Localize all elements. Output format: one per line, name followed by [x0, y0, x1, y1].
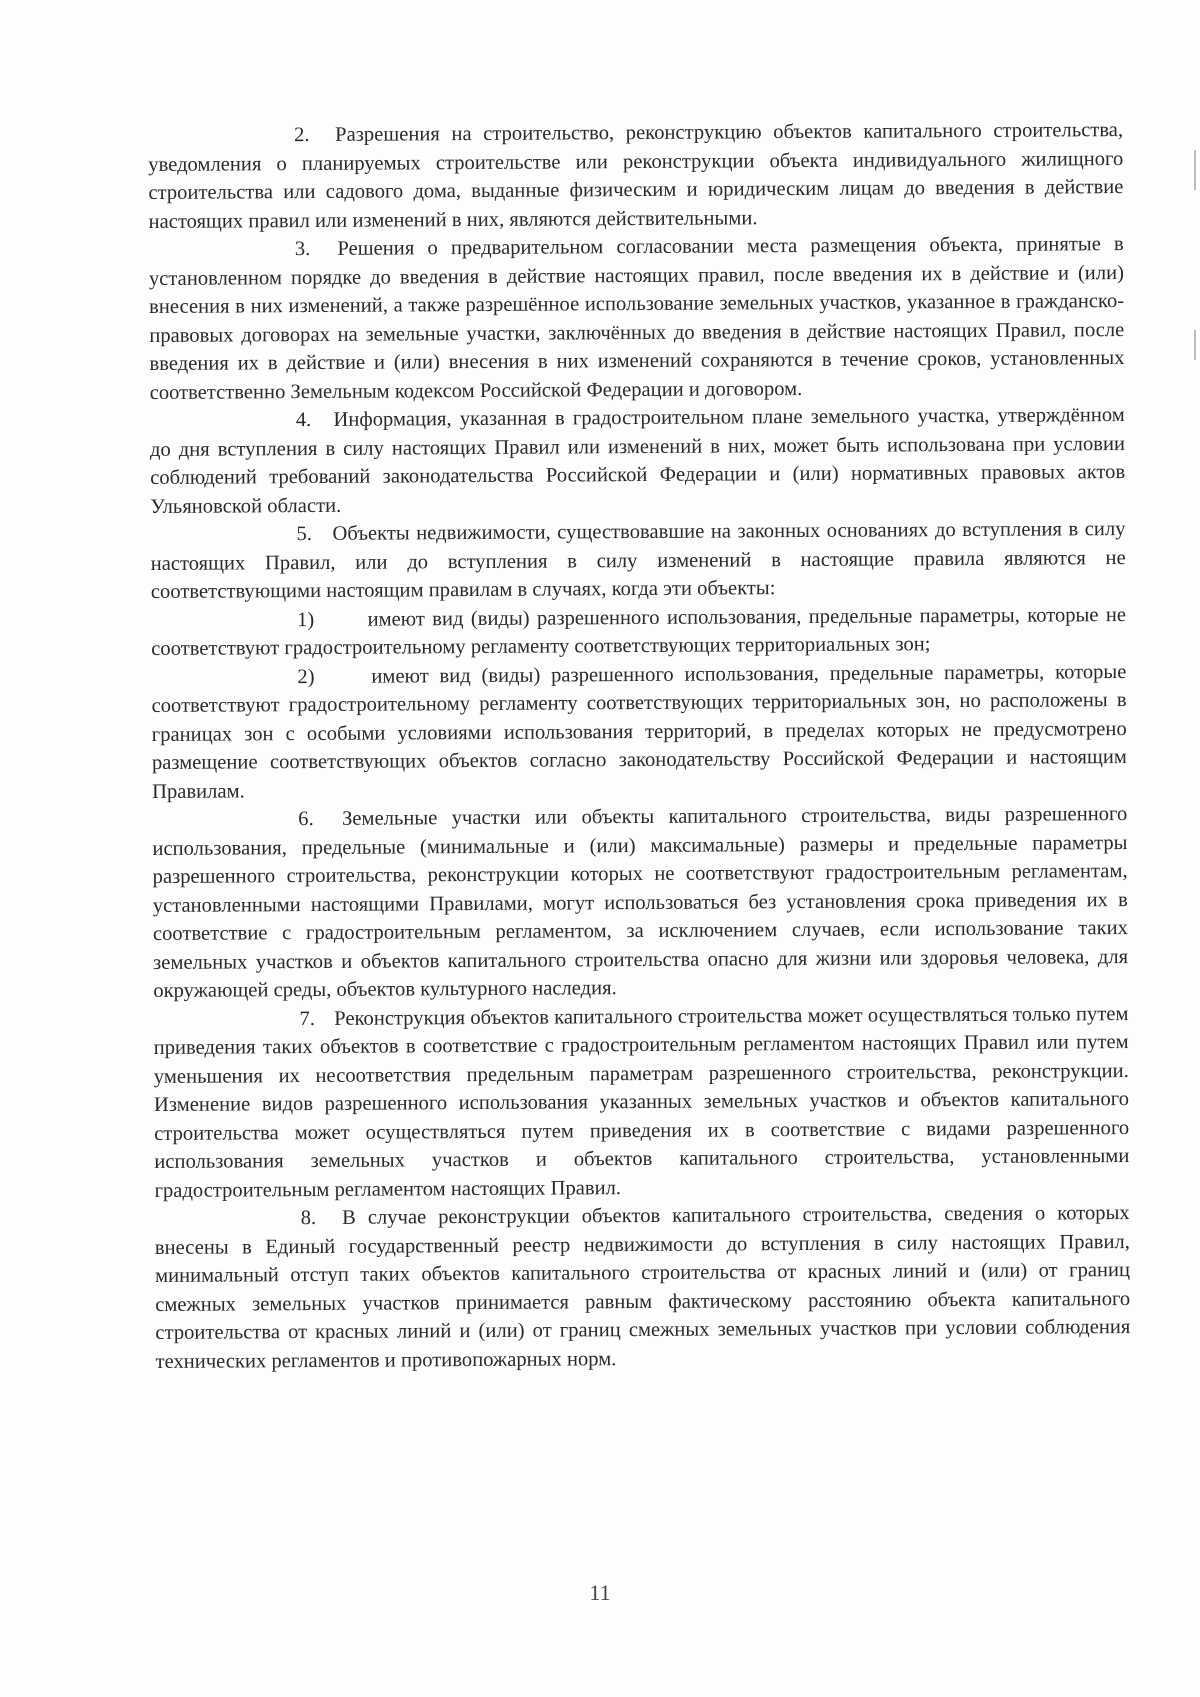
- paragraph-text: Решения о предварительном согласовании места размещения объекта, принятые в установленном порядке до введения в действие настоящих правил, после введения их в действие и (или) внесения в них изменений, а также разрешённое использование земельных участков, указанное в гражданско-правовых договорах на земельные участки, заключённых до введения в действие настоящих Правил, после введения их в действие и (или) внесения в них изменений сохраняются в течение сроков, установленных соответственно Земельным кодексом Российской Федерации и договором.: [148, 233, 1125, 404]
- paragraph-7: [153, 1000, 1129, 1205]
- subitem-number: 1): [296, 608, 315, 631]
- subitem-2: [151, 658, 1127, 806]
- paragraph-text: В случае реконструкции объектов капитального строительства, сведения о которых внесены в Единый государственный реестр недвижимости до вступления в силу настоящих Правил, минимальный отступ таких объектов капитального строительства от красных линий и (или) от границ смежных земельных участков принимается равным фактическому расстоянию объекта капитального строительства от красных линий и (или) от границ смежных земельных участков при условии соблюдения технических регламентов и противопожарных норм.: [154, 1202, 1131, 1373]
- scan-edge-mark: [1194, 150, 1196, 190]
- scan-edge-mark: [1194, 330, 1196, 360]
- paragraph-number: 2.: [294, 124, 310, 147]
- paragraph-number: 8.: [300, 1206, 317, 1230]
- paragraph-number: 4.: [295, 409, 312, 432]
- paragraph-text: Реконструкция объектов капитального строительства может осуществляться только путем приведения таких объектов в соответствие с градостроительным регламентом настоящих Правил или путем уменьшения их несоответствия предельным параметрам разрешенного строительства, реконструкции. Изменение видов разрешенного использования указанных земельных участков и объектов капитального строительства может осуществляться путем приведения их в соответствие с видами разрешенного использования земельных участков и объектов капитального строительства, установленными градостроительным регламентом настоящих Правил.: [153, 1002, 1130, 1202]
- subitem-text: имеют вид (виды) разрешенного использования, предельные параметры, которые не соответствуют градостроительному регламенту соответствующих территориальных зон;: [151, 603, 1127, 660]
- paragraph-text: Информация, указанная в градостроительном плане земельного участка, утверждённом до дня вступления в силу настоящих Правил или изменений в них, может быть использована при условии соблюдений требований законодательства Российской Федерации и (или) нормативных правовых актов Ульяновской области.: [149, 404, 1126, 518]
- paragraph-text: Разрешения на строительство, реконструкцию объектов капитального строительства, уведомления о планируемых строительстве или реконструкции объекта индивидуального жилищного строительства или садового дома, выданные физическим и юридическим лицам до введения в действие настоящих правил или изменений в них, являются действительными.: [148, 119, 1124, 233]
- paragraph-5: [150, 515, 1126, 606]
- paragraph-number: 6.: [298, 808, 314, 831]
- paragraph-text: Объекты недвижимости, существовавшие на законных основаниях до вступления в силу настоящих Правил, или до вступления в силу изменений в настоящие правила являются не соответствующими настоящим правилам в случаях, когда эти объекты:: [150, 518, 1126, 603]
- subitem-text: имеют вид (виды) разрешенного использования, предельные параметры, которые соответствуют градостроительному регламенту соответствующих территориальных зон, но расположены в границах зон с особыми условиями использования территорий, в пределах которых не предусмотрено размещение соответствующих объектов согласно законодательству Российской Федерации и настоящим Правилам.: [151, 660, 1127, 803]
- page-number: 11: [589, 1580, 611, 1605]
- subitem-number: 2): [297, 665, 315, 688]
- paragraph-number: 7.: [299, 1007, 315, 1030]
- paragraph-8: [155, 1199, 1131, 1376]
- paragraph-6: [152, 800, 1128, 1005]
- paragraph-text: Земельные участки или объекты капитального строительства, виды разрешенного использования, предельные (минимальные и (или) максимальные) размеры и предельные параметры разрешенного строительства, реконструкции которых не соответствуют градостроительным регламентам, установленными настоящими Правилами, могут использоваться без установления срока приведения их в соответствие с градостроительным регламентом, за исключением случаев, если использование таких земельных участков и объектов капитального строительства опасно для жизни или здоровья человека, для окружающей среды, объектов культурного наследия.: [152, 803, 1129, 1002]
- paragraph-4: [150, 401, 1126, 521]
- paragraph-2: [148, 116, 1124, 236]
- paragraph-number: 5.: [296, 523, 313, 546]
- paragraph-3: [149, 230, 1125, 407]
- document-body: [148, 116, 1131, 1376]
- paragraph-number: 3.: [294, 238, 311, 261]
- subitem-1: [151, 601, 1126, 664]
